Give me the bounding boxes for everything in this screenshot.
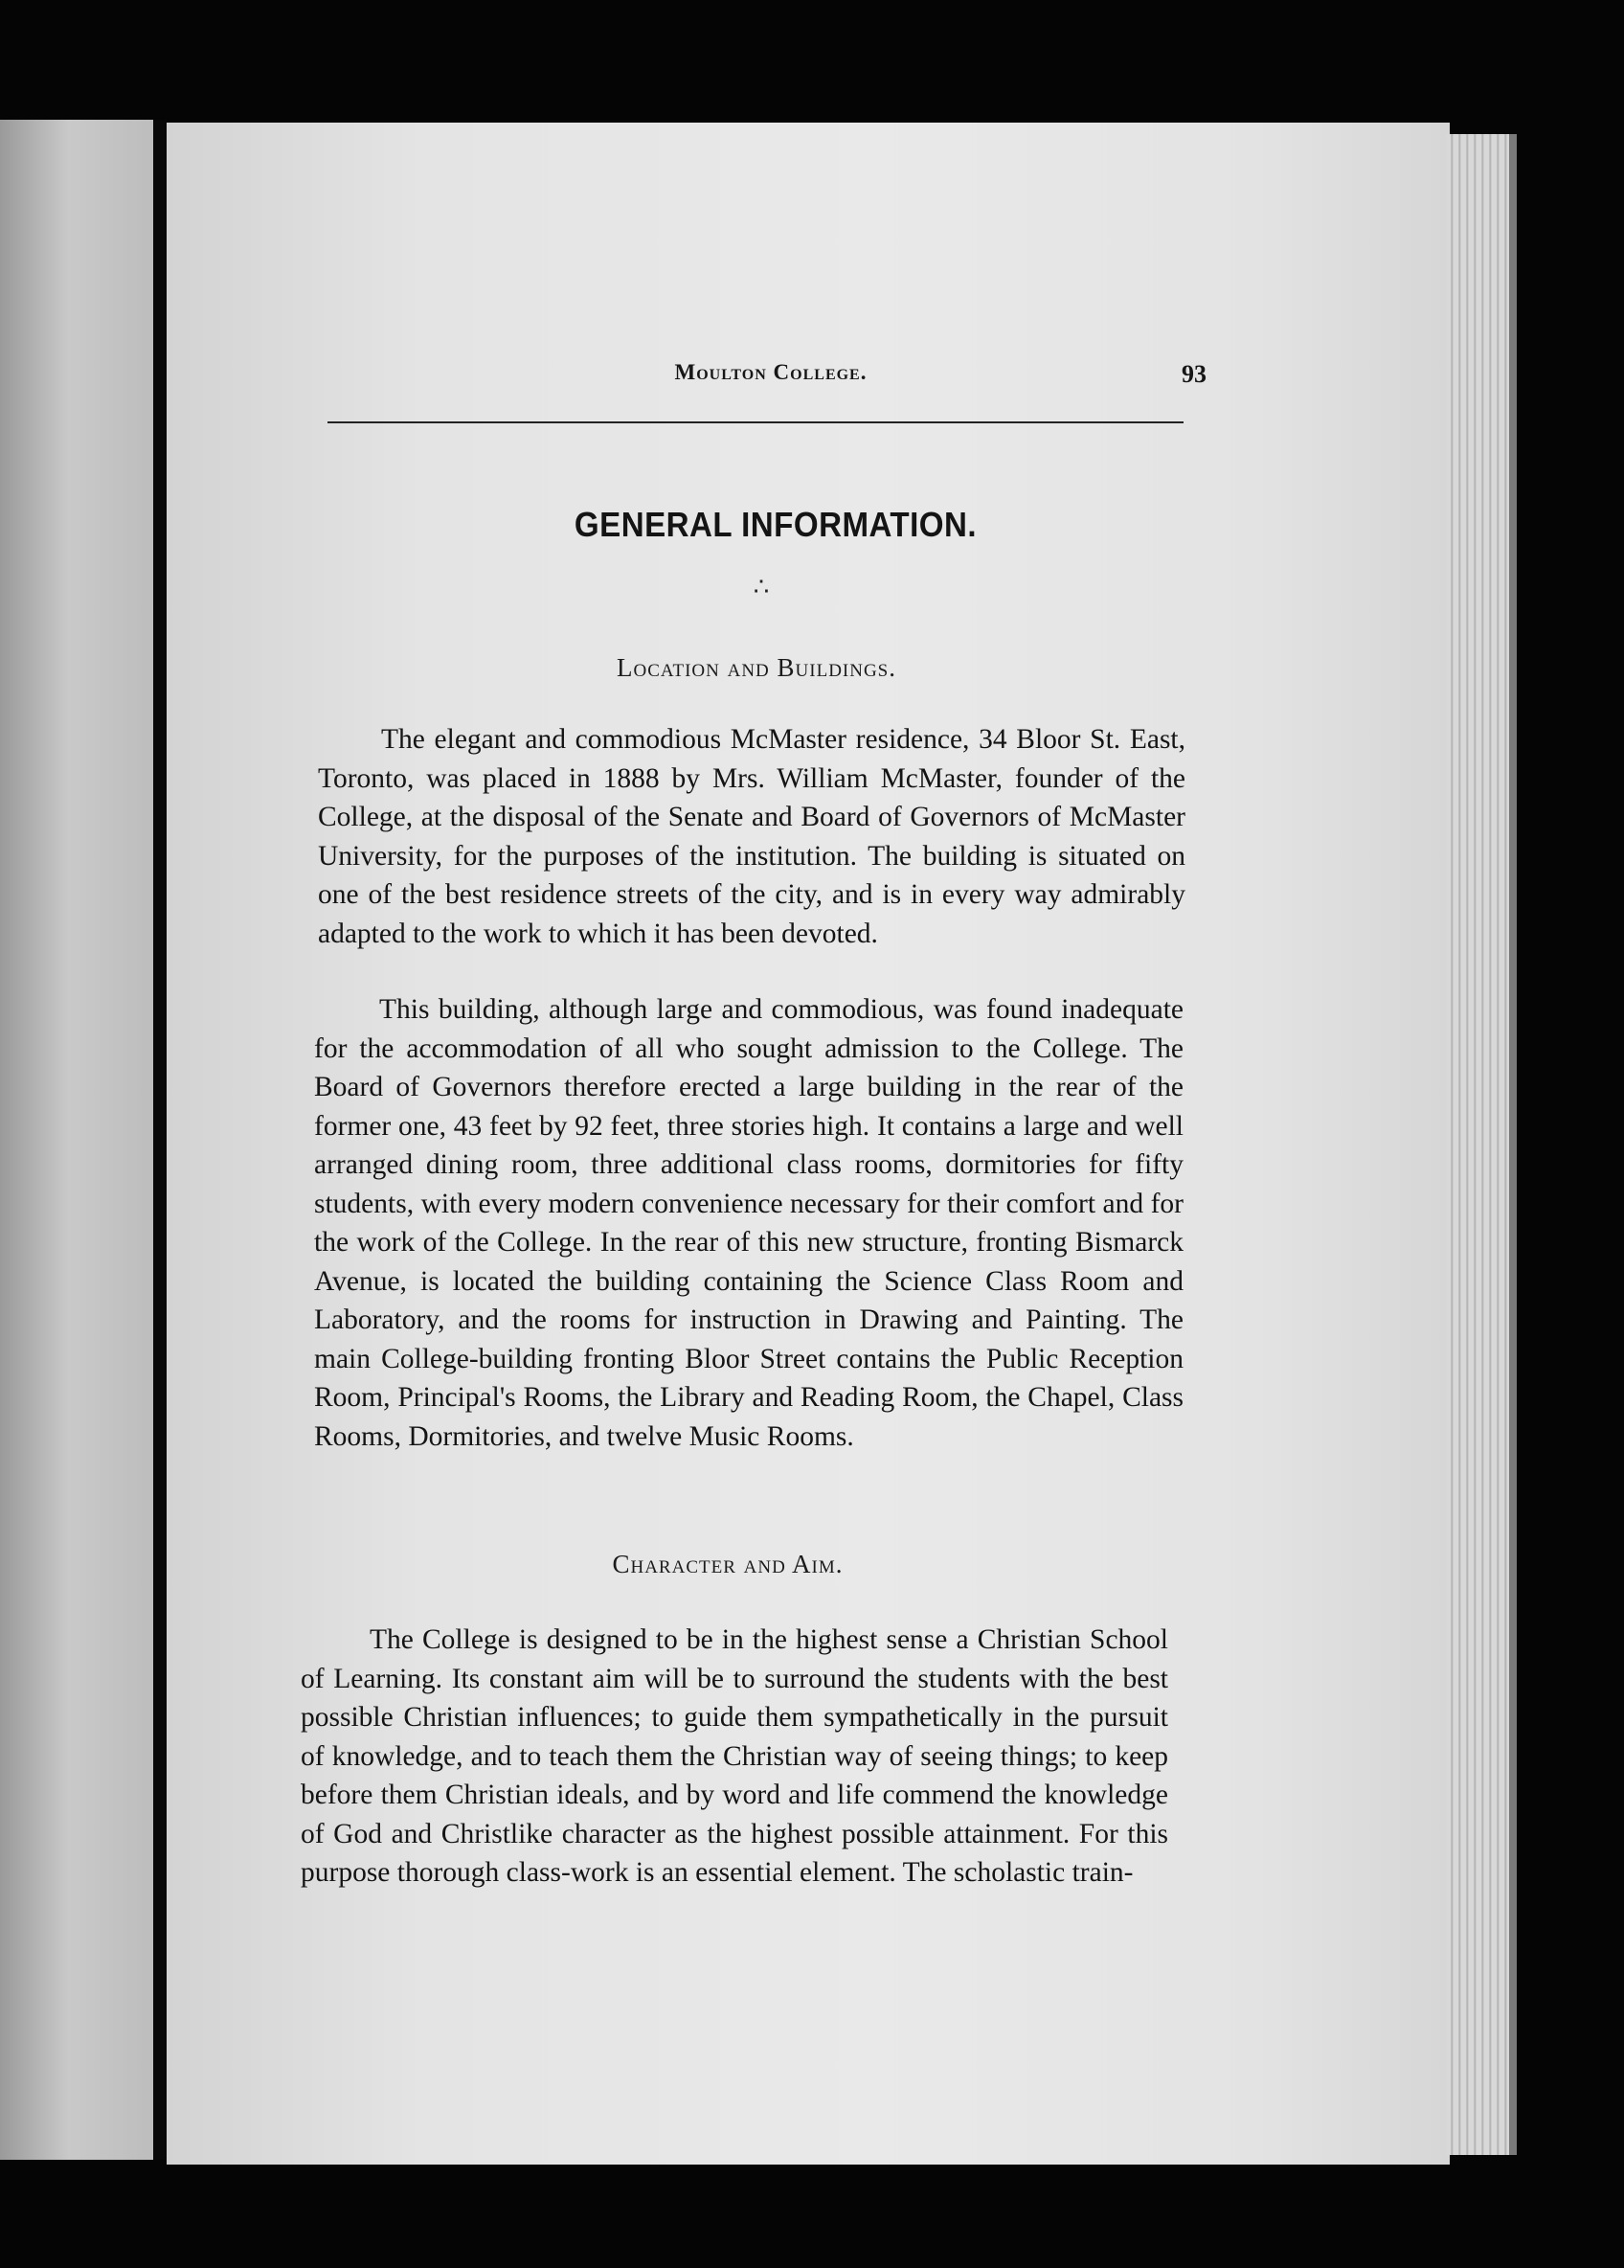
ornament-dots-icon: ∴ <box>753 573 770 601</box>
section-heading-location: Location and Buildings. <box>616 653 896 682</box>
page-title: GENERAL INFORMATION. <box>574 505 978 544</box>
paragraph-new-building: This building, although large and commodious, was found inadequate for the accommodation of all who sought admission to the College. The Board of Governors therefore erected a large building in the rear of the former one, 43 feet by 92 feet, three stories high. It contains a large and well arranged dining room, three additional class rooms, dormitories for fifty students, with every modern convenience necessary for their comfort and for the work of the College. In the rear of this new structure, fronting Bismarck Avenue, is located the building containing the Science Class Room and Laboratory, and the rooms for instruction in Drawing and Painting. The main College-building fronting Bloor Street contains the Public Reception Room, Principal's Rooms, the Library and Reading Room, the Chapel, Class Rooms, Dormitories, and twelve Music Rooms. <box>314 994 1184 1452</box>
facing-page-edge <box>0 120 153 2160</box>
paragraph-character: The College is designed to be in the highest sense a Christian School of Learning. Its constant aim will be to surround the students with the best possible Christian influences; to guide them sympathetically in the pursuit of knowledge, and to teach them the Christian way of seeing things; to keep before them Christian ideals, and by word and life commend the knowledge of God and Christlike character as the highest possible attainment. For this purpose thorough class-work is an essential element. The scholastic train- <box>301 1624 1168 1888</box>
section-heading-character: Character and Aim. <box>612 1550 844 1578</box>
page-stack-edge <box>1446 134 1509 2155</box>
page-number: 93 <box>1182 360 1207 388</box>
running-title: Moulton College. <box>674 360 868 384</box>
page-stack-shadow <box>1509 134 1517 2155</box>
paragraph-residence: The elegant and commodious McMaster residence, 34 Bloor St. East, Toronto, was placed in 1888 by Mrs. William McMaster, founder of the College, at the disposal of the Senate and Board of Governors of McMaster University, for the purposes of the institution. The building is situated on one of the best residence streets of the city, and is in every way admirably adapted to the work to which it has been devoted. <box>318 724 1185 949</box>
header-rule <box>327 421 1184 423</box>
book-gutter <box>153 120 167 2160</box>
